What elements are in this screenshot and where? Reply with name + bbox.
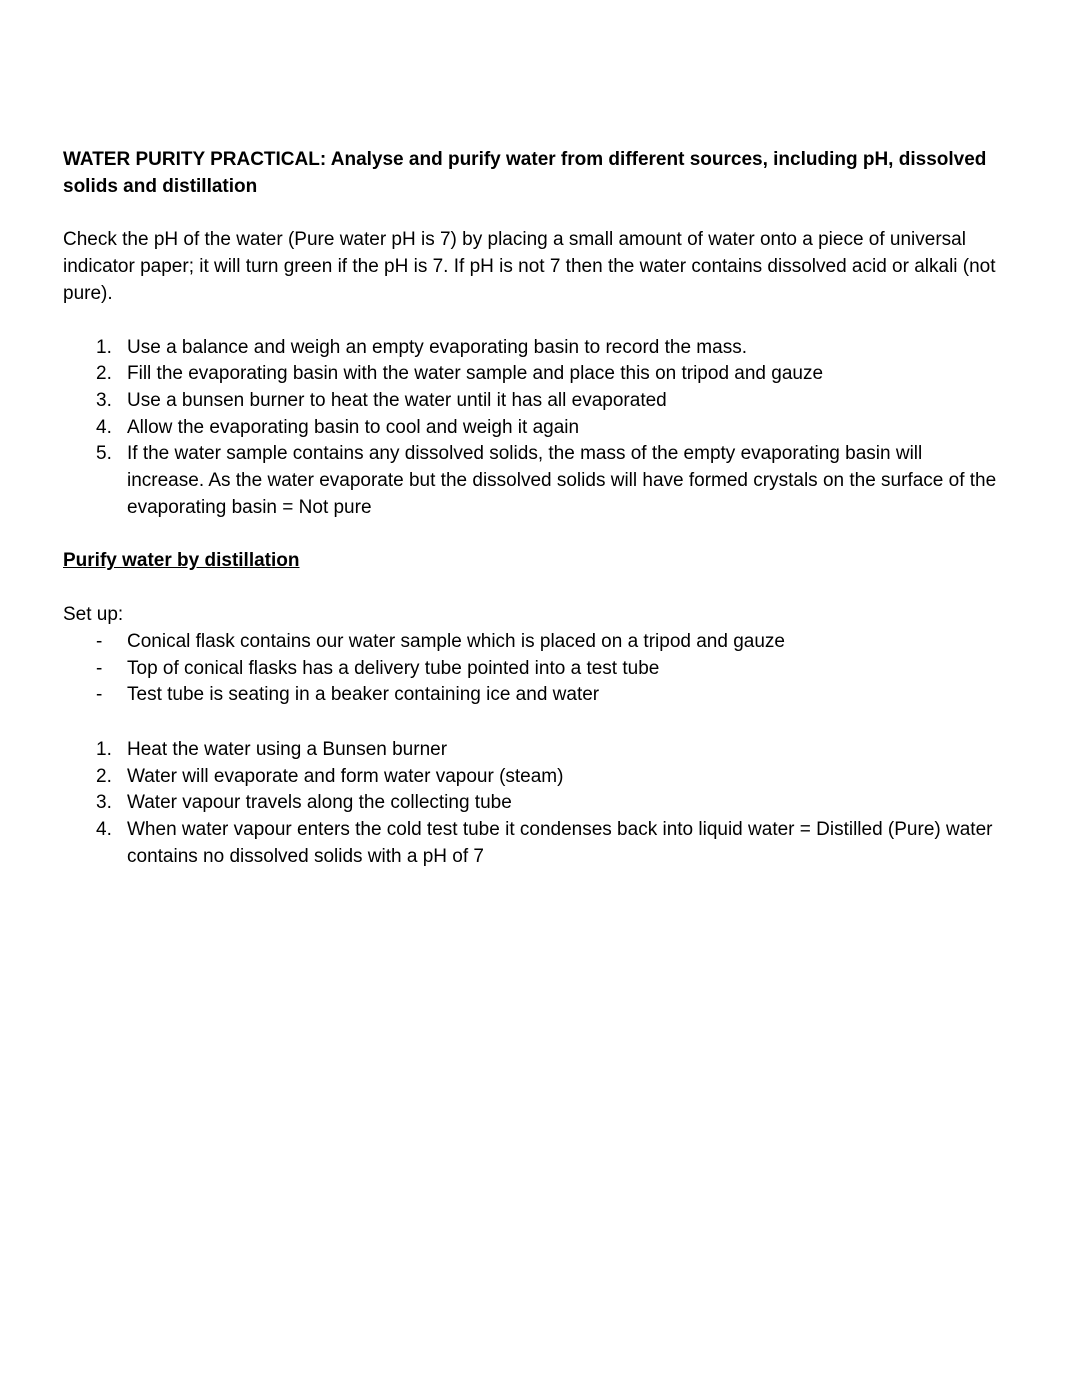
list-text: Use a bunsen burner to heat the water until it has all evaporated: [127, 389, 667, 411]
list-text: Water will evaporate and form water vapour (steam): [127, 765, 564, 787]
setup-label: Set up:: [63, 604, 124, 626]
list-item: [63, 441, 1003, 521]
document-title: WATER PURITY PRACTICAL: Analyse and purify water from different sources, including pH, dissolved solids and distillation: [63, 149, 987, 197]
list-text: If the water sample contains any dissolved solids, the mass of the empty evaporating basin will increase. As the water evaporate but the dissolved solids will have formed crystals on the surface of the evaporating basin = Not pure: [127, 443, 997, 518]
list-text: Use a balance and weigh an empty evaporating basin to record the mass.: [127, 336, 747, 358]
list-marker: 5.: [96, 443, 112, 465]
list-text: Water vapour travels along the collecting tube: [127, 792, 512, 814]
list-marker: 2.: [96, 363, 112, 385]
list-item: [63, 764, 1003, 791]
list-item: [63, 415, 1003, 442]
list-item: [63, 335, 1003, 362]
intro-paragraph: Check the pH of the water (Pure water pH is 7) by placing a small amount of water onto a piece of universal indicator paper; it will turn green if the pH is 7. If pH is not 7 then the water contains dissolved acid or alkali (not pure).: [63, 229, 996, 304]
list-marker: -: [96, 630, 103, 652]
list-item: [63, 629, 1003, 656]
list-item: [63, 790, 1003, 817]
list-item: [63, 737, 1003, 764]
setup-list: [63, 629, 1003, 709]
list-item: [63, 656, 1003, 683]
list-item: [63, 388, 1003, 415]
list-item: [63, 817, 1003, 870]
list-text: When water vapour enters the cold test tube it condenses back into liquid water = Distilled (Pure) water contains no dissolved solids with a pH of 7: [127, 819, 993, 867]
list-marker: 4.: [96, 819, 112, 841]
list-text: Top of conical flasks has a delivery tube pointed into a test tube: [127, 657, 660, 679]
distillation-heading: Purify water by distillation: [63, 550, 300, 572]
list-marker: 4.: [96, 416, 112, 438]
list-marker: -: [96, 684, 103, 706]
list-text: Conical flask contains our water sample which is placed on a tripod and gauze: [127, 630, 785, 652]
list-text: Fill the evaporating basin with the water sample and place this on tripod and gauze: [127, 363, 824, 385]
list-marker: 3.: [96, 792, 112, 814]
list-marker: 1.: [96, 336, 112, 358]
analysis-steps-list: [63, 335, 1003, 522]
list-marker: -: [96, 657, 103, 679]
list-text: Heat the water using a Bunsen burner: [127, 738, 448, 760]
list-text: Test tube is seating in a beaker containing ice and water: [127, 684, 600, 706]
list-marker: 2.: [96, 765, 112, 787]
list-marker: 3.: [96, 389, 112, 411]
list-text: Allow the evaporating basin to cool and weigh it again: [127, 416, 580, 438]
distillation-steps-list: [63, 737, 1003, 871]
list-item: [63, 361, 1003, 388]
list-item: [63, 682, 1003, 709]
list-marker: 1.: [96, 738, 112, 760]
